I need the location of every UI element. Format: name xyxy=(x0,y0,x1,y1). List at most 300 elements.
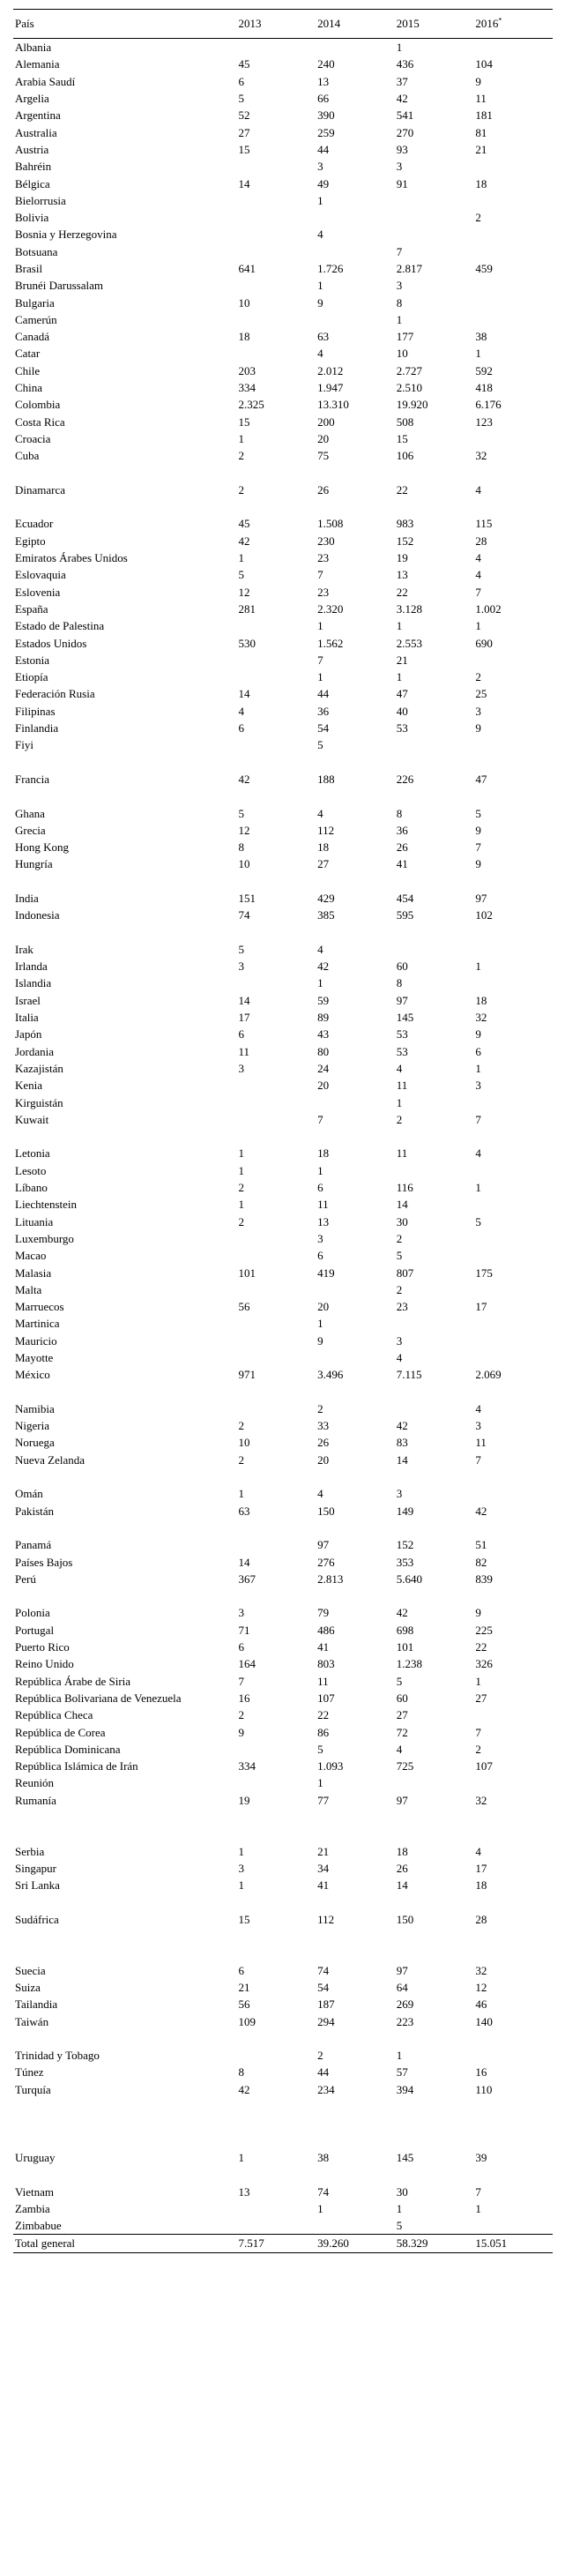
spacer-cell xyxy=(473,1945,553,1961)
table-row xyxy=(13,56,553,72)
cell-country: Albania xyxy=(15,41,52,55)
cell-country: Trinidad y Tobago xyxy=(15,2049,100,2063)
cell-value-2014: 3 xyxy=(317,1231,323,1245)
spacer-cell xyxy=(473,753,553,770)
cell-value-2015 xyxy=(395,1774,474,1791)
cell-value-2013: 42 xyxy=(238,772,250,786)
document-page xyxy=(13,9,553,2253)
cell-value-2013: 641 xyxy=(238,262,256,275)
cell-value-2013 xyxy=(237,736,316,753)
spacer-cell xyxy=(395,2098,474,2115)
table-row xyxy=(13,1996,553,2012)
cell-value-2015: 150 xyxy=(396,1912,414,1926)
cell-value-2014: 6 xyxy=(317,1249,323,1263)
cell-value-2015: 5 xyxy=(396,1249,403,1263)
cell-country: Islandia xyxy=(15,976,52,990)
spacer-cell xyxy=(316,1128,395,1145)
cell-value-2016: 7 xyxy=(475,840,481,855)
cell-value-2013: 10 xyxy=(238,295,250,310)
cell-value-2016: 1 xyxy=(475,959,481,974)
cell-country: Luxemburgo xyxy=(15,1231,74,1245)
table-row xyxy=(13,345,553,362)
cell-value-2014: 4 xyxy=(317,942,323,956)
cell-value-2016: 839 xyxy=(475,1572,493,1586)
cell-value-2015: 983 xyxy=(396,517,414,531)
cell-value-2013 xyxy=(237,1281,316,1298)
spacer-cell xyxy=(316,1809,395,1826)
cell-value-2013: 9 xyxy=(238,1725,245,1739)
cell-value-2015: 5 xyxy=(396,2219,403,2233)
spacer-row xyxy=(13,1809,553,1826)
table-row xyxy=(13,1060,553,1077)
spacer-cell xyxy=(237,1468,316,1485)
cell-value-2016: 1 xyxy=(475,1181,481,1195)
spacer-cell xyxy=(237,788,316,804)
cell-value-2015: 7 xyxy=(396,244,403,258)
cell-value-2015 xyxy=(395,1162,474,1179)
cell-value-2016 xyxy=(473,1094,553,1110)
cell-country: Estados Unidos xyxy=(15,636,87,650)
cell-country: Namibia xyxy=(15,1401,55,1415)
spacer-cell xyxy=(237,1383,316,1400)
cell-value-2013: 6 xyxy=(238,1027,245,1042)
spacer-cell xyxy=(473,1519,553,1536)
spacer-cell xyxy=(316,2166,395,2183)
cell-country: Austria xyxy=(15,142,49,156)
cell-value-2015: 3 xyxy=(396,1487,403,1501)
cell-country: Dinamarca xyxy=(15,482,66,497)
spacer-row xyxy=(13,1128,553,1145)
cell-country: Zambia xyxy=(15,2201,50,2215)
header-2013: 2013 xyxy=(237,10,316,39)
cell-value-2015: 508 xyxy=(396,414,414,429)
table-row xyxy=(13,720,553,736)
spacer-cell xyxy=(13,464,237,481)
spacer-row xyxy=(13,2115,553,2132)
cell-value-2014: 41 xyxy=(317,1878,330,1893)
cell-value-2014: 1.508 xyxy=(317,517,344,531)
table-row xyxy=(13,1400,553,1417)
spacer-row xyxy=(13,923,553,940)
cell-value-2015: 3.128 xyxy=(396,601,422,616)
cell-value-2013: 1 xyxy=(238,1878,245,1893)
cell-value-2015: 14 xyxy=(396,1878,408,1893)
cell-value-2014: 21 xyxy=(317,1844,330,1858)
cell-value-2014: 11 xyxy=(317,1198,329,1212)
cell-value-2014 xyxy=(316,1281,395,1298)
cell-value-2015: 14 xyxy=(396,1198,408,1212)
cell-value-2013 xyxy=(237,1230,316,1247)
cell-value-2013: 6 xyxy=(238,74,245,88)
spacer-cell xyxy=(473,1128,553,1145)
spacer-row xyxy=(13,464,553,481)
cell-value-2014: 6 xyxy=(317,1181,323,1195)
cell-country: Federación Rusia xyxy=(15,687,95,701)
cell-country: Marruecos xyxy=(15,1300,64,1314)
cell-country: Letonia xyxy=(15,1146,50,1161)
cell-value-2016: 2 xyxy=(475,670,481,684)
table-row xyxy=(13,379,553,396)
cell-value-2014: 20 xyxy=(317,431,330,445)
cell-value-2015: 226 xyxy=(396,772,414,786)
table-row xyxy=(13,362,553,379)
cell-value-2015: 725 xyxy=(396,1759,414,1773)
cell-value-2014: 2 xyxy=(317,2049,323,2063)
spacer-cell xyxy=(473,1468,553,1485)
cell-country: Chile xyxy=(15,363,41,377)
cell-value-2015: 8 xyxy=(396,806,403,820)
cell-country: Lesoto xyxy=(15,1163,47,1177)
cell-value-2013: 281 xyxy=(238,601,256,616)
cell-value-2014: 112 xyxy=(317,1912,335,1926)
cell-country: Puerto Rico xyxy=(15,1640,70,1654)
cell-value-2013: 15 xyxy=(238,142,250,156)
cell-country: Kirguistán xyxy=(15,1095,63,1109)
cell-value-2015: 2 xyxy=(396,1231,403,1245)
spacer-cell xyxy=(237,2098,316,2115)
cell-value-2016: 3 xyxy=(475,704,481,718)
table-row xyxy=(13,2200,553,2217)
cell-value-2016: 39 xyxy=(475,2150,487,2164)
cell-value-2013: 334 xyxy=(238,381,256,395)
cell-country: Nigeria xyxy=(15,1419,49,1433)
cell-country: República Bolivariana de Venezuela xyxy=(15,1691,182,1705)
table-row xyxy=(13,1604,553,1621)
cell-value-2014: 3.496 xyxy=(317,1368,344,1382)
cell-value-2014: 1 xyxy=(317,976,323,990)
table-row xyxy=(13,141,553,158)
cell-value-2013: 1 xyxy=(238,1146,245,1161)
cell-value-2016: 225 xyxy=(475,1623,493,1637)
cell-country: Mayotte xyxy=(15,1351,54,1364)
table-row xyxy=(13,974,553,991)
cell-value-2014: 1 xyxy=(317,193,323,207)
spacer-row xyxy=(13,1468,553,1485)
cell-value-2013: 45 xyxy=(238,57,250,71)
table-row xyxy=(13,1247,553,1264)
cell-value-2013 xyxy=(237,1333,316,1349)
cell-country: Reunión xyxy=(15,1776,55,1790)
total-cell-value-2015: 58.329 xyxy=(395,2235,474,2252)
cell-value-2014: 200 xyxy=(317,414,335,429)
spacer-cell xyxy=(395,873,474,890)
table-row xyxy=(13,1077,553,1094)
cell-value-2014: 2.813 xyxy=(317,1572,344,1586)
table-row xyxy=(13,1877,553,1893)
cell-value-2013: 2 xyxy=(238,449,245,463)
spacer-cell xyxy=(395,2132,474,2149)
table-row xyxy=(13,277,553,294)
cell-value-2013: 3 xyxy=(238,959,245,974)
cell-country: Jordania xyxy=(15,1044,55,1058)
spacer-cell xyxy=(316,1587,395,1604)
cell-value-2016: 690 xyxy=(475,636,493,650)
cell-value-2014: 187 xyxy=(317,1997,335,2012)
cell-value-2015: 1 xyxy=(396,312,403,326)
table-row xyxy=(13,566,553,583)
cell-value-2013: 10 xyxy=(238,857,250,871)
cell-value-2016 xyxy=(473,1485,553,1502)
cell-value-2016: 5 xyxy=(475,806,481,820)
cell-value-2016: 82 xyxy=(475,1555,487,1569)
cell-value-2015: 4 xyxy=(396,1351,403,1364)
cell-country: Panamá xyxy=(15,1538,52,1552)
cell-value-2016: 107 xyxy=(475,1759,493,1773)
spacer-row xyxy=(13,1893,553,1910)
spacer-row xyxy=(13,1519,553,1536)
cell-value-2013 xyxy=(237,1111,316,1128)
cell-country: Kenia xyxy=(15,1079,43,1093)
cell-value-2016: 3 xyxy=(475,1419,481,1433)
table-row xyxy=(13,107,553,123)
table-row xyxy=(13,209,553,226)
cell-value-2015: 15 xyxy=(396,431,408,445)
cell-value-2013 xyxy=(237,243,316,260)
cell-country: Suecia xyxy=(15,1963,46,1977)
cell-value-2014: 1 xyxy=(317,1163,323,1177)
cell-value-2013: 101 xyxy=(238,1266,256,1280)
spacer-cell xyxy=(316,1519,395,1536)
cell-value-2014: 150 xyxy=(317,1504,335,1518)
spacer-cell xyxy=(316,2098,395,2115)
cell-value-2013: 367 xyxy=(238,1572,256,1586)
cell-value-2015: 47 xyxy=(396,687,408,701)
cell-value-2016 xyxy=(473,652,553,668)
table-row xyxy=(13,1503,553,1519)
cell-value-2014: 7 xyxy=(317,1112,323,1126)
cell-value-2015: 60 xyxy=(396,1691,408,1705)
spacer-cell xyxy=(395,498,474,515)
cell-value-2015: 1 xyxy=(396,2201,403,2215)
cell-value-2016: 9 xyxy=(475,1027,481,1042)
cell-value-2014: 259 xyxy=(317,125,335,139)
spacer-cell xyxy=(237,1809,316,1826)
cell-value-2015: 97 xyxy=(396,1793,408,1807)
table-row xyxy=(13,1860,553,1877)
cell-value-2014 xyxy=(316,209,395,226)
table-body xyxy=(13,39,553,2253)
country-year-table xyxy=(13,9,553,2253)
cell-value-2014: 1.947 xyxy=(317,381,344,395)
cell-value-2013 xyxy=(237,2200,316,2217)
cell-value-2016: 4 xyxy=(475,1844,481,1858)
cell-value-2015: 1 xyxy=(396,1095,403,1109)
cell-value-2016: 9 xyxy=(475,1606,481,1620)
cell-value-2015: 4 xyxy=(396,1742,403,1756)
spacer-cell xyxy=(473,2098,553,2115)
cell-value-2016: 1 xyxy=(475,2201,481,2215)
spacer-cell xyxy=(13,1128,237,1145)
cell-value-2014: 49 xyxy=(317,176,330,190)
cell-value-2014: 27 xyxy=(317,857,330,871)
spacer-cell xyxy=(237,464,316,481)
cell-value-2013: 15 xyxy=(238,1912,250,1926)
spacer-cell xyxy=(395,2166,474,2183)
cell-value-2014: 2.012 xyxy=(317,363,344,377)
cell-country: Martinica xyxy=(15,1317,60,1331)
cell-value-2015: 394 xyxy=(396,2082,414,2096)
table-row xyxy=(13,1349,553,1366)
cell-value-2015: 106 xyxy=(396,449,414,463)
cell-country: República Checa xyxy=(15,1708,93,1722)
cell-country: México xyxy=(15,1368,50,1382)
cell-value-2014: 5 xyxy=(317,1742,323,1756)
table-row xyxy=(13,703,553,720)
cell-value-2016: 42 xyxy=(475,1504,487,1518)
cell-country: Arabia Saudí xyxy=(15,74,76,88)
cell-country: Bielorrusia xyxy=(15,193,66,207)
cell-value-2015: 53 xyxy=(396,1044,408,1058)
cell-value-2016 xyxy=(473,941,553,958)
cell-value-2013: 52 xyxy=(238,108,250,123)
spacer-row xyxy=(13,1587,553,1604)
table-row xyxy=(13,1741,553,1758)
cell-value-2014: 54 xyxy=(317,1980,330,1994)
cell-country: República Dominicana xyxy=(15,1742,121,1756)
cell-country: Bosnia y Herzegovina xyxy=(15,228,117,242)
cell-value-2014: 54 xyxy=(317,721,330,735)
spacer-cell xyxy=(237,923,316,940)
cell-country: República Islámica de Irán xyxy=(15,1759,138,1773)
cell-country: China xyxy=(15,381,43,395)
cell-value-2014: 4 xyxy=(317,806,323,820)
spacer-cell xyxy=(395,1383,474,1400)
cell-value-2013: 1 xyxy=(238,1487,245,1501)
table-row xyxy=(13,1655,553,1672)
cell-value-2014 xyxy=(316,311,395,328)
cell-value-2015: 10 xyxy=(396,347,408,361)
table-row xyxy=(13,1417,553,1434)
table-row xyxy=(13,1315,553,1332)
spacer-cell xyxy=(13,1519,237,1536)
cell-value-2016: 592 xyxy=(475,363,493,377)
spacer-cell xyxy=(13,873,237,890)
table-row xyxy=(13,685,553,702)
header-2016 xyxy=(473,10,553,39)
cell-value-2015: 595 xyxy=(396,908,414,922)
spacer-cell xyxy=(237,498,316,515)
cell-value-2015: 27 xyxy=(396,1708,408,1722)
cell-value-2014: 276 xyxy=(317,1555,335,1569)
cell-value-2016: 104 xyxy=(475,57,493,71)
cell-value-2016 xyxy=(473,1196,553,1213)
table-row xyxy=(13,584,553,601)
cell-value-2016: 7 xyxy=(475,585,481,599)
spacer-cell xyxy=(13,2098,237,2115)
cell-value-2016 xyxy=(473,2047,553,2064)
cell-country: Egipto xyxy=(15,534,46,548)
cell-value-2014: 20 xyxy=(317,1079,330,1093)
cell-value-2015: 97 xyxy=(396,1963,408,1977)
spacer-cell xyxy=(473,464,553,481)
cell-value-2014: 20 xyxy=(317,1452,330,1467)
cell-value-2016: 18 xyxy=(475,993,487,1007)
cell-value-2013: 14 xyxy=(238,176,250,190)
cell-value-2016 xyxy=(473,430,553,447)
table-row xyxy=(13,1553,553,1570)
cell-value-2016 xyxy=(473,974,553,991)
table-row xyxy=(13,482,553,498)
cell-value-2014: 26 xyxy=(317,482,330,497)
cell-value-2014: 486 xyxy=(317,1623,335,1637)
cell-value-2016 xyxy=(473,294,553,310)
cell-value-2014: 1.093 xyxy=(317,1759,344,1773)
table-row xyxy=(13,1962,553,1979)
cell-value-2013: 151 xyxy=(238,891,256,905)
cell-value-2015: 42 xyxy=(396,92,408,106)
cell-country: Vietnam xyxy=(15,2184,54,2199)
table-row xyxy=(13,1758,553,1774)
spacer-cell xyxy=(316,464,395,481)
cell-country: Australia xyxy=(15,125,57,139)
cell-value-2016: 81 xyxy=(475,125,487,139)
table-row xyxy=(13,890,553,907)
cell-value-2015: 3 xyxy=(396,1333,403,1348)
cell-value-2013 xyxy=(237,1536,316,1553)
header-2014: 2014 xyxy=(316,10,395,39)
spacer-cell xyxy=(473,2115,553,2132)
spacer-cell xyxy=(237,2115,316,2132)
table-row xyxy=(13,515,553,532)
cell-value-2013: 2 xyxy=(238,1214,245,1228)
cell-value-2014: 43 xyxy=(317,1027,330,1042)
cell-value-2016 xyxy=(473,1247,553,1264)
spacer-cell xyxy=(316,1893,395,1910)
cell-value-2016: 21 xyxy=(475,142,487,156)
cell-country: Finlandia xyxy=(15,721,59,735)
cell-value-2013 xyxy=(237,974,316,991)
cell-value-2015: 53 xyxy=(396,1027,408,1042)
spacer-cell xyxy=(473,873,553,890)
cell-value-2016: 32 xyxy=(475,1793,487,1807)
cell-value-2015: 3 xyxy=(396,279,403,293)
cell-value-2015: 3 xyxy=(396,160,403,174)
spacer-row xyxy=(13,2030,553,2047)
cell-value-2016: 11 xyxy=(475,1436,487,1450)
cell-value-2014: 188 xyxy=(317,772,335,786)
cell-value-2013: 12 xyxy=(238,823,250,837)
cell-value-2016: 22 xyxy=(475,1640,487,1654)
cell-value-2015 xyxy=(395,1400,474,1417)
cell-value-2016: 4 xyxy=(475,482,481,497)
spacer-cell xyxy=(237,2030,316,2047)
cell-country: Irak xyxy=(15,942,33,956)
cell-value-2015: 8 xyxy=(396,976,403,990)
table-row xyxy=(13,396,553,413)
cell-country: Taiwán xyxy=(15,2014,49,2028)
cell-country: España xyxy=(15,601,48,616)
cell-value-2015: 116 xyxy=(396,1181,413,1195)
header-country: País xyxy=(13,10,237,39)
cell-value-2013: 2 xyxy=(238,1452,245,1467)
table-row xyxy=(13,533,553,549)
cell-value-2013: 10 xyxy=(238,1436,250,1450)
table-row xyxy=(13,1452,553,1468)
table-row xyxy=(13,1162,553,1179)
cell-value-2015: 4 xyxy=(396,1061,403,1075)
spacer-cell xyxy=(13,2030,237,2047)
cell-value-2014: 1.726 xyxy=(317,262,344,275)
cell-country: Sudáfrica xyxy=(15,1912,59,1926)
cell-country: Malasia xyxy=(15,1266,52,1280)
total-cell-value-2016: 15.051 xyxy=(473,2235,553,2252)
cell-country: Eslovenia xyxy=(15,585,61,599)
cell-value-2013 xyxy=(237,39,316,56)
header-2016-footnote-mark: * xyxy=(498,16,502,25)
cell-value-2015: 1 xyxy=(396,670,403,684)
cell-value-2013 xyxy=(237,1315,316,1332)
cell-value-2013: 8 xyxy=(238,840,245,855)
